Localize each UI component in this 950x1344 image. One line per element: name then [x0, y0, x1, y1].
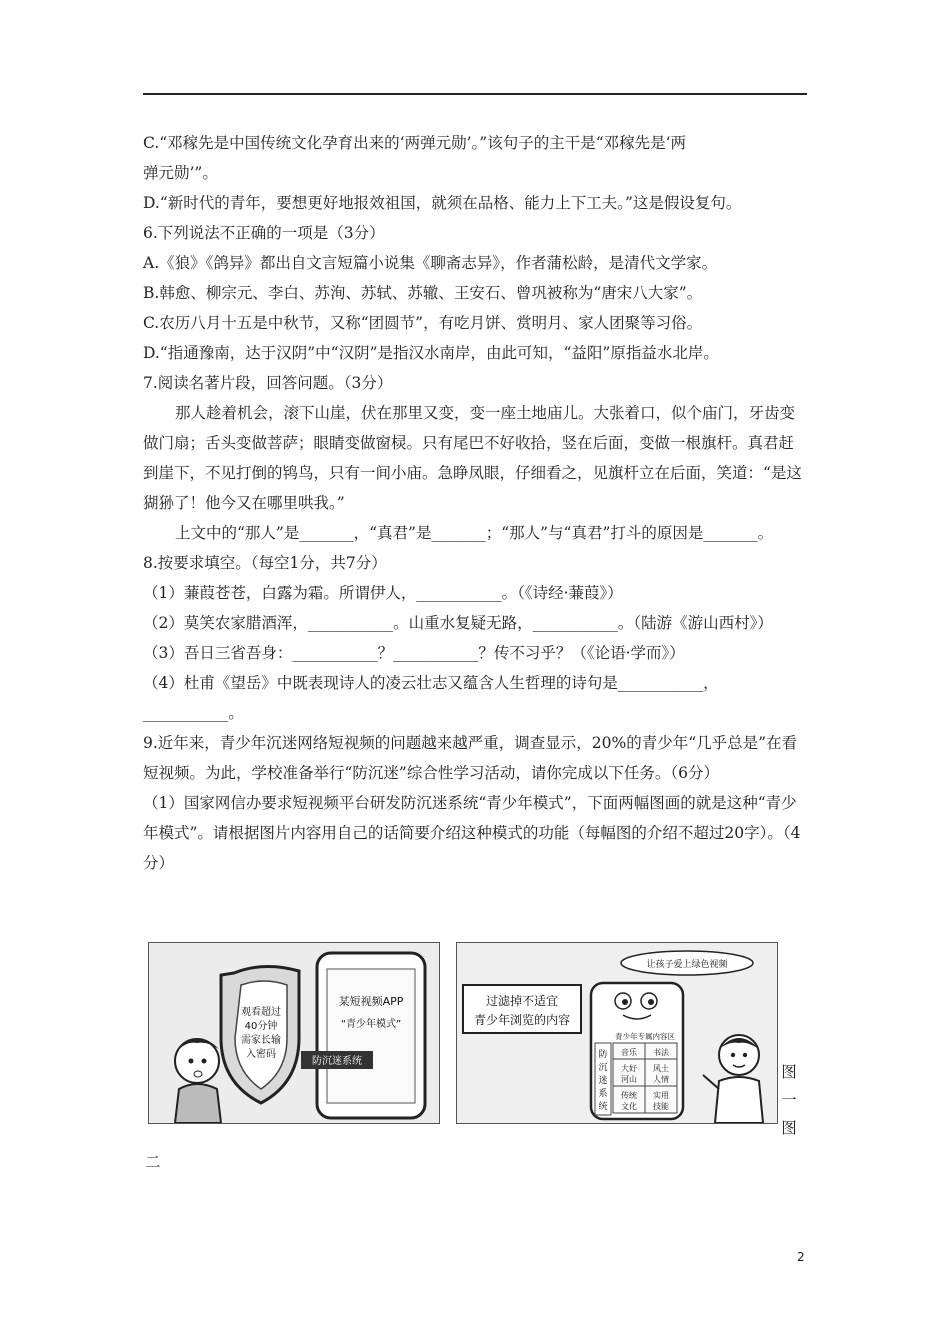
question-6-stem: 6.下列说法不正确的一项是（3分） [143, 224, 385, 242]
question-8-item-2: （2）莫笑农家腊酒浑，___________。山重水复疑无路，___________。（陆游《游山西村》） [143, 614, 773, 632]
line-5c-part2: 弹元勋’”。 [143, 164, 218, 182]
figure-label-side: 图一图 [781, 1063, 797, 1137]
svg-text:沉: 沉 [598, 1063, 608, 1073]
question-8-item-1: （1）蒹葭苍苍，白露为霜。所谓伊人，___________。（《诗经·蒹葭》） [143, 584, 623, 602]
svg-text:风土: 风土 [653, 1064, 669, 1073]
svg-text:需家长输: 需家长输 [241, 1035, 281, 1046]
question-text [143, 128, 807, 878]
phone-mode-label: “青少年模式” [340, 1019, 402, 1030]
question-8-stem: 8.按要求填空。（每空1分，共7分） [143, 554, 387, 572]
question-7-blanks: 上文中的“那人”是_______，“真君”是_______；“那人”与“真君”打斗的原因是_______。 [175, 524, 774, 542]
svg-text:书法: 书法 [653, 1048, 669, 1057]
svg-text:观看超过: 观看超过 [241, 1007, 281, 1018]
figure-2-image [456, 942, 778, 1124]
anti-addiction-badge: 防沉迷系统 [312, 1056, 362, 1067]
question-8-item-3: （3）吾日三省吾身：___________？___________？传不习乎？（《论语·学而》） [143, 644, 685, 662]
svg-text:河山: 河山 [621, 1075, 637, 1084]
header-rule [143, 93, 807, 95]
svg-text:统: 统 [598, 1102, 608, 1112]
svg-text:40分钟: 40分钟 [244, 1021, 278, 1032]
line-5d: D.“新时代的青年，要想更好地报效祖国，就须在品格、能力上下工夫。”这是假设复句。 [143, 194, 742, 212]
question-9-item-1: （1）国家网信办要求短视频平台研发防沉迷系统“青少年模式”，下面两幅图画的就是这种“青少年模式”。请根据图片内容用自己的话简要介绍这种模式的功能（每幅图的介绍不超过20字）。（4分） [143, 794, 801, 872]
question-6-option-c: C.农历八月十五是中秋节，又称“团圆节”，有吃月饼、赏明月、家人团聚等习俗。 [143, 314, 703, 332]
svg-text:音乐: 音乐 [621, 1048, 637, 1057]
question-6-option-b: B.韩愈、柳宗元、李白、苏洵、苏轼、苏辙、王安石、曾巩被称为“唐宋八大家”。 [143, 284, 703, 302]
svg-text:迷: 迷 [598, 1076, 608, 1086]
figure-label-end: 二 [145, 1153, 161, 1171]
svg-text:系: 系 [598, 1089, 608, 1099]
line-5c-part1: C.“邓稼先是中国传统文化孕育出来的‘两弹元勋’。”该句子的主干是“邓稼先是‘两 [143, 134, 687, 152]
svg-text:文化: 文化 [621, 1102, 637, 1111]
question-8-item-4: （4）杜甫《望岳》中既表现诗人的凌云壮志又蕴含人生哲理的诗句是___________，___________。 [143, 674, 719, 722]
question-9-stem: 9.近年来，青少年沉迷网络短视频的问题越来越严重，调查显示，20%的青少年“几乎总是”在看短视频。为此，学校准备举行“防沉迷”综合性学习活动，请你完成以下任务。（6分） [143, 734, 798, 782]
phone-app-label: 某短视频APP [338, 995, 404, 1008]
page-number: 2 [797, 1250, 805, 1264]
svg-text:技能: 技能 [653, 1102, 669, 1111]
svg-text:传统: 传统 [621, 1091, 637, 1100]
bubble-text: 让孩子爱上绿色视频 [646, 960, 728, 970]
svg-text:入密码: 入密码 [246, 1049, 276, 1060]
figure-1-image [148, 942, 440, 1124]
question-7-stem: 7.阅读名著片段，回答问题。（3分） [143, 374, 393, 392]
svg-text:人情: 人情 [653, 1075, 669, 1084]
question-7-passage: 那人趁着机会，滚下山崖，伏在那里又变，变一座土地庙儿。大张着口，似个庙门，牙齿变做门扇；舌头变做菩萨；眼睛变做窗棂。只有尾巴不好收拾，竖在后面，变做一根旗杆。真君赶到崖下，不见打倒的鸨鸟，只有一间小庙。急睁凤眼，仔细看之，见旗杆立在后面，笑道：“是这猢狲了！他今又在哪里哄我。” [143, 404, 802, 512]
svg-text:青少年浏览的内容: 青少年浏览的内容 [473, 1013, 571, 1027]
figures [148, 942, 808, 1122]
screen-title: 青少年专属内容区 [615, 1032, 675, 1041]
svg-text:大好: 大好 [621, 1064, 637, 1073]
svg-text:过滤掉不适宜: 过滤掉不适宜 [485, 994, 559, 1008]
svg-text:实用: 实用 [653, 1091, 669, 1100]
svg-text:防: 防 [598, 1050, 608, 1060]
question-6-option-a: A.《狼》《鸽异》都出自文言短篇小说集《聊斋志异》，作者蒲松龄，是清代文学家。 [143, 254, 718, 272]
question-6-option-d: D.“指通豫南，达于汉阴”中“汉阴”是指汉水南岸，由此可知，“益阳”原指益水北岸。 [143, 344, 719, 362]
